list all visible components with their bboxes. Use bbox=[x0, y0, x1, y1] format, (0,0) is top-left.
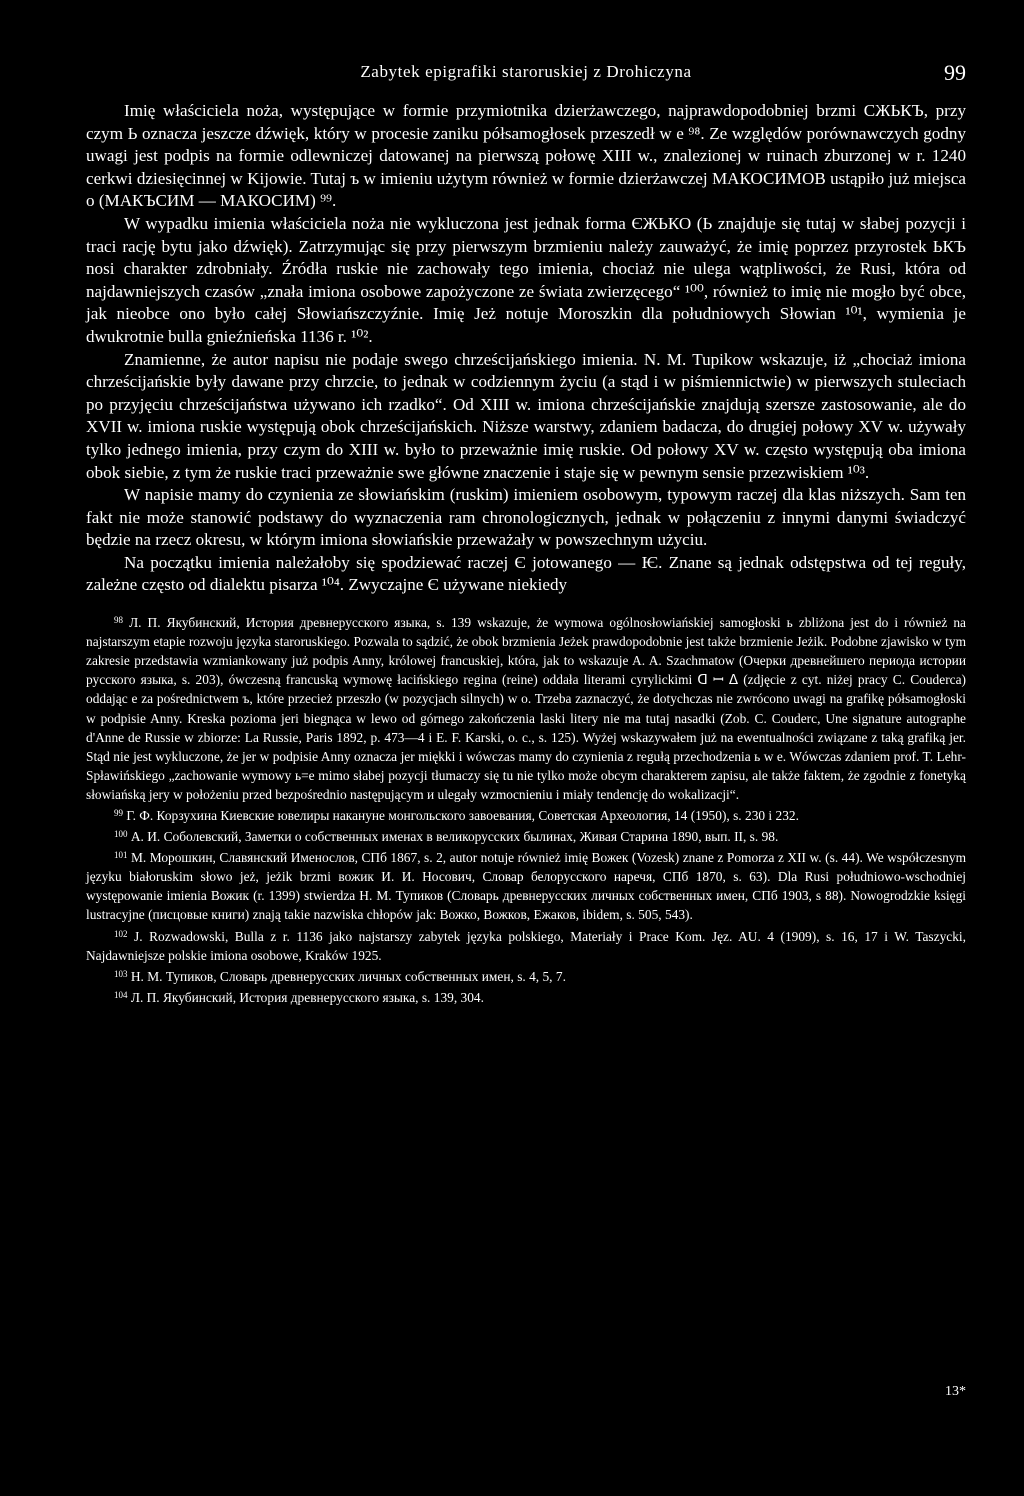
footnote bbox=[86, 825, 966, 846]
paragraph: Znamienne, że autor napisu nie podaje swego chrześcijańskiego imienia. N. M. Tupikow wskazuje, iż „chociaż imiona chrześcijańskie były dawane przy chrzcie, to jednak w codziennym życiu (a stąd i w piśmiennictwie) w pierwszych stuleciach po przyjęciu chrześcijaństwa używano ich rzadko“. Od XIII w. imiona chrześcijańskie znajdują szersze zastosowanie, ale do XVII w. imiona ruskie występują obok chrześcijańskich. Niższe warstwy, zdaniem badacza, do drugiej połowy XV w. używały tylko jednego imienia, przy czym do XIII w. było to przeważnie imię ruskie. Od połowy XV w. często występują oba imiona obok siebie, z tym że ruskie traci przeważnie swe główne znaczenie i staje się w pewnym sensie przezwiskiem ¹⁰³. bbox=[86, 349, 966, 482]
footnote-text: Л. П. Якубинский, История древнерусского языка, s. 139, 304. bbox=[130, 989, 484, 1005]
footnote-text: М. Морошкин, Славянский Именослов, СПб 1867, s. 2, autor notuje również imię Вожек (Vozesk) znane z Pomorza z XII w. (s. 44). We współczesnym języku białoruskim słowo jeż, jeżik brzmi вожик И. И. Носович, Словар белорусского наречя, СПб 1870, s. 63). Dla Rusi południowo-wschodniej występowanie imienia Вожик (r. 1399) stwierdza Н. М. Тупиков (Словарь древнерусских личных собственных имен, СПб 1903, s 88). Nowogrodzkie księgi lustracyjne (писцовые книги) znają takie nazwiska chłopów jak: Вожко, Вожков, Ежаков, ibidem, s. 505, 543). bbox=[86, 850, 966, 923]
footnote-number: 102 bbox=[114, 928, 128, 939]
footnote bbox=[86, 965, 966, 986]
footnote-number: 100 bbox=[114, 829, 128, 840]
footnote bbox=[86, 986, 966, 1007]
footnote-number: 103 bbox=[114, 968, 128, 979]
running-title: Zabytek epigrafiki staroruskiej z Drohiczyna bbox=[360, 62, 692, 81]
footnotes bbox=[86, 611, 966, 1007]
footnote-text: J. Rozwadowski, Bulla z r. 1136 jako najstarszy zabytek języka polskiego, Materiały i Prace Kom. Jęz. AU. 4 (1909), s. 16, 17 i W. Taszycki, Najdawniejsze polskie imiona osobowe, Kraków 1925. bbox=[86, 928, 966, 963]
footnote bbox=[86, 846, 966, 924]
footnote bbox=[86, 611, 966, 804]
footnote-text: Н. М. Тупиков, Словарь древнерусских личных собственных имен, s. 4, 5, 7. bbox=[130, 968, 566, 984]
footnote bbox=[86, 925, 966, 965]
paragraph: W wypadku imienia właściciela noża nie wykluczona jest jednak forma ЄЖЬКО (Ь znajduje się tutaj w słabej pozycji i traci rację bytu jako dźwięk). Zatrzymując się przy pierwszym brzmieniu należy zauważyć, że imię poprzez przyrostek ЬКЪ nosi charakter zdrobniały. Źródła ruskie nie zachowały tego imienia, chociaż nie ulega wątpliwości, że Rusi, która od najdawniejszych czasów „znała imiona osobowe zapożyczone ze świata zwierzęcego“ ¹⁰⁰, również to imię nie mogło być obce, jak nieobce ono było całej Słowiańszczyźnie. Imię Jeż notuje Moroszkin dla południowych Słowian ¹⁰¹, wymienia je dwukrotnie bulla gnieźnieńska 1136 r. ¹⁰². bbox=[86, 213, 966, 346]
footnote-number: 104 bbox=[114, 989, 128, 1000]
paragraph: Na początku imienia należałoby się spodziewać raczej Є jotowanego — Ѥ. Znane są jednak odstępstwa od tej reguły, zależne często od dialektu pisarza ¹⁰⁴. Zwyczajne Є używane niekiedy bbox=[86, 552, 966, 595]
sheet-signature: 13* bbox=[945, 1384, 966, 1399]
footnote-text: А. И. Соболевский, Заметки о собственных именах в великорусских былинах, Живая Старина 1890, вып. II, s. 98. bbox=[130, 829, 779, 845]
body-text bbox=[86, 100, 966, 597]
page-number: 99 bbox=[944, 60, 966, 85]
paragraph: Imię właściciela noża, występujące w formie przymiotnika dzierżawczego, najprawdopodobniej brzmi СЖЬКЪ, przy czym Ь oznacza jeszcze dźwięk, który w procesie zaniku półsamogłosek przeszedł w e ⁹⁸. Ze względów porównawczych godny uwagi jest podpis na formie odlewniczej datowanej na pierwszą połowę XIII w., znalezionej w ruinach zburzonej w r. 1240 cerkwi dziesięcinnej w Kijowie. Tutaj ъ w imieniu użytym również w formie dzierżawczej МАКОСИМОВ ustąpiło już miejsca o (МАКЪСИМ — МАКОСИМ) ⁹⁹. bbox=[86, 101, 966, 211]
paragraph: W napisie mamy do czynienia ze słowiańskim (ruskim) imieniem osobowym, typowym raczej dla klas niższych. Sam ten fakt nie może stanowić podstawy do wyznaczenia ram chronologicznych, jednak w połączeniu z innymi danymi świadczyć będzie na rzecz okresu, w którym imiona słowiańskie przeważały w powszechnym użyciu. bbox=[86, 485, 966, 550]
footnote-text: Л. П. Якубинский, История древнерусского языка, s. 139 wskazuje, że wymowa ogólnosłowiańskiej samogłoski ь zbliżona jest do i również na najstarszym etapie rozwoju języka staroruskiego. Pozwala to sądzić, że obok brzmienia Jeżek prawdopodobnie jest także brzmienie Jeżik. Podobne zjawisko w tym zakresie przedstawia wzmiankowany już podpis Anny, królowej francuskiej, która, jak to wskazuje A. A. Szachmatow (Очерки древнейшего периода истории русского языка, s. 203), ówczesną francuską wymowę łacińskiego regina (reine) oddała literami cyrylickimi ᗡ ꟷ ᐃ (zdjęcie z cyt. niżej pracy C. Couderca) oddając e za pośrednictwem ъ, które przecież przeszło (w pozycjach silnych) w o. Trzeba zaznaczyć, że dotychczas nie zwrócono uwagi na grafikę półsamogłoski w podpisie Anny. Kreska pozioma jeri biegnąca w lewo od górnego zakończenia laski litery nie ma tutaj nasadki (Zob. C. Couderc, Une signature autographe d'Anne de Russie w zbiorze: La Russie, Paris 1892, p. 473—4 i E. F. Karski, o. c., s. 125). Wyżej wskazywałem już na ewentualności związane z taką grafiką jer. Stąd nie jest wykluczone, że jer w podpisie Anny oznacza jer miękki i wówczas mamy do czynienia z regułą przechodzenia ь w e. Wówczas zdaniem prof. T. Lehr-Spławińskiego „zachowanie wymowy ь=e mimo słabej pozycji tłumaczy się tu nie tylko może obcym charakterem zapisu, ale także faktem, że zgodnie z fonetyką słowiańską jery w położeniu przed bezpośrednio następującym и ulegały wzmocnieniu i miały tendencję do wokalizacji“. bbox=[86, 615, 966, 802]
footnote-number: 101 bbox=[114, 850, 128, 861]
footnote-text: Г. Ф. Корзухина Киевские ювелиры накануне монгольского завоевания, Советская Археология, 14 (1950), s. 230 i 232. bbox=[126, 808, 799, 823]
page-header bbox=[86, 60, 966, 100]
footnote bbox=[86, 804, 966, 825]
footnote-number: 98 bbox=[114, 615, 123, 626]
footnote-number: 99 bbox=[114, 808, 123, 818]
